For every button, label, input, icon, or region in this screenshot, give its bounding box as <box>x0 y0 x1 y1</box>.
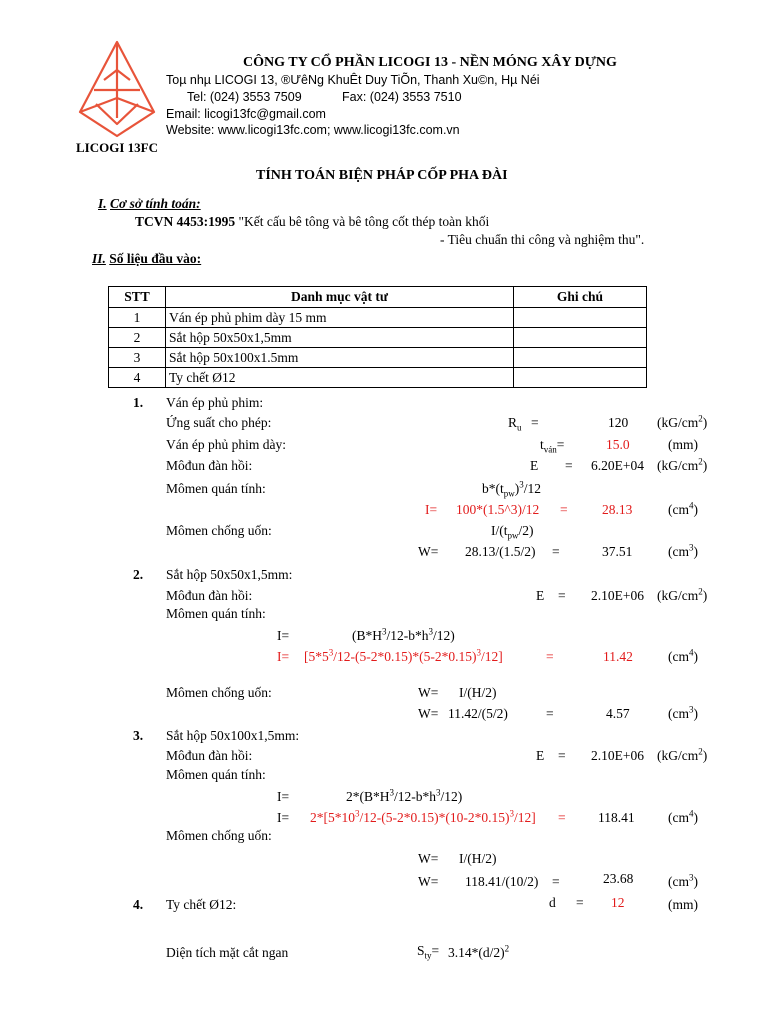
e-b: /12-(5-2*0.15)*(10-2*0.15) <box>359 810 510 825</box>
f-c: /12) <box>433 628 455 643</box>
standard-desc-2: - Tiêu chuẩn thi công và nghiệm thu". <box>440 232 645 247</box>
e-a: [5*5 <box>304 649 329 664</box>
section-modulus-label: Mômen chống uốn: <box>166 523 272 538</box>
ru-symbol <box>508 415 522 431</box>
unit-close: ) <box>693 706 698 721</box>
company-tel: Tel: (024) 3553 7509 <box>187 90 302 104</box>
s-sym: S <box>417 943 425 958</box>
inertia-formula <box>482 481 541 497</box>
w-formula: I/(H/2) <box>459 685 497 700</box>
w-sub: pw <box>507 530 519 541</box>
inertia-expression: 100*(1.5^3)/12 <box>456 502 540 517</box>
item-2-name: Sắt hộp 50x50x1,5mm: <box>166 567 293 582</box>
w-value: 37.51 <box>602 544 633 559</box>
unit-cm4 <box>668 502 698 518</box>
e-sup: 3 <box>355 808 360 819</box>
table-row <box>109 328 647 348</box>
section-modulus-formula <box>491 523 534 539</box>
table-header-row <box>109 287 647 308</box>
unit-text: (kG/cm <box>657 415 699 430</box>
unit-cm4 <box>668 649 698 665</box>
page-title: TÍNH TOÁN BIỆN PHÁP CỐP PHA ĐÀI <box>256 168 508 183</box>
thickness-label: Ván ép phủ phim dày: <box>166 437 286 452</box>
f-sup: 3 <box>389 787 394 798</box>
unit-close: ) <box>702 588 708 603</box>
inertia-eq: = <box>546 649 554 664</box>
w-eq: = <box>552 544 560 559</box>
t-symbol <box>540 437 564 453</box>
e-symbol: E <box>536 588 545 603</box>
unit-sup: 2 <box>698 413 703 424</box>
f-b: /12-b*h <box>386 628 429 643</box>
unit-kgcm2 <box>657 588 707 604</box>
f-text: b*(t <box>482 481 504 496</box>
unit-kgcm2 <box>657 415 707 431</box>
company-name: CÔNG TY CỔ PHẦN LICOGI 13 - NỀN MÓNG XÂY DỰNG <box>243 55 617 70</box>
inertia-symbol: I= <box>277 810 290 825</box>
company-fax: Fax: (024) 3553 7510 <box>342 90 462 104</box>
inertia-symbol: I= <box>277 649 290 664</box>
inertia-value: 118.41 <box>598 810 635 825</box>
unit-text: (cm <box>668 544 689 559</box>
cell-note <box>514 308 647 328</box>
e-a: 2*[5*10 <box>310 810 355 825</box>
cell-material: Sắt hộp 50x100x1.5mm <box>166 348 514 368</box>
item-1-name: Ván ép phủ phim: <box>166 395 264 410</box>
s-sub: ty <box>424 950 432 961</box>
logo-text: LICOGI 13FC <box>76 140 158 155</box>
item-3-num: 3. <box>133 728 144 743</box>
w-value: 4.57 <box>606 706 630 721</box>
e-c: /12] <box>513 810 536 825</box>
w-symbol: W= <box>418 851 439 866</box>
s-symbol <box>417 943 439 959</box>
unit-sup: 3 <box>689 872 694 883</box>
e-eq: = <box>565 458 573 473</box>
inertia-expression <box>304 649 503 665</box>
modulus-label: Môđun đàn hồi: <box>166 458 253 473</box>
cell-material: Ván ép phủ phim dày 15 mm <box>166 308 514 328</box>
inertia-value: 28.13 <box>602 502 633 517</box>
f-sup: 3 <box>436 787 441 798</box>
e-b: /12-(5-2*0.15)*(5-2*0.15) <box>333 649 477 664</box>
w-symbol: W= <box>418 544 439 559</box>
unit-close: ) <box>693 544 698 559</box>
d-eq: = <box>576 895 584 910</box>
e-sup: 3 <box>509 808 514 819</box>
unit-cm4 <box>668 810 698 826</box>
inertia-eq: = <box>560 502 568 517</box>
unit-text: (cm <box>668 649 689 664</box>
f-c: /12) <box>440 789 463 804</box>
item-2-num: 2. <box>133 567 144 582</box>
w-formula: I/(H/2) <box>459 851 497 866</box>
col-header-note: Ghi chú <box>514 287 647 308</box>
cell-material: Ty chết Ø12 <box>166 368 514 388</box>
standard-desc-1: "Kết cấu bê tông và bê tông cốt thép toàn khối <box>235 214 490 229</box>
unit-sup: 2 <box>698 456 703 467</box>
unit-close: ) <box>693 502 698 517</box>
unit-text: (kG/cm <box>657 458 699 473</box>
company-address: Toµ nhµ LICOGI 13, ®ƯêNg KhuÊt Duy TiÕn, Thanh Xu©n, Hµ Néi <box>166 73 540 87</box>
w-expression: 28.13/(1.5/2) <box>465 544 536 559</box>
modulus-label: Môđun đàn hồi: <box>166 588 253 603</box>
unit-sup: 3 <box>689 542 694 553</box>
section-1-num: I. <box>98 196 107 211</box>
col-header-stt: STT <box>109 287 166 308</box>
inertia-formula <box>346 789 462 805</box>
section-1-title: Cơ sở tính toán: <box>110 196 201 211</box>
unit-kgcm2 <box>657 748 707 764</box>
w-expression: 118.41/(10/2) <box>465 874 539 889</box>
unit-text: (cm <box>668 810 689 825</box>
company-email: Email: licogi13fc@gmail.com <box>166 107 326 121</box>
area-label: Diện tích mặt cắt ngan <box>166 945 289 960</box>
f-tail: ) <box>514 481 520 496</box>
unit-close: ) <box>702 415 708 430</box>
unit-sup: 4 <box>689 647 694 658</box>
unit-sup: 2 <box>698 746 703 757</box>
e-eq: = <box>558 588 566 603</box>
w-eq: = <box>552 874 560 889</box>
unit-mm: (mm) <box>668 897 698 912</box>
cell-stt: 1 <box>109 308 166 328</box>
inertia-symbol: I= <box>277 628 290 643</box>
unit-sup: 2 <box>698 586 703 597</box>
w-eq: = <box>546 706 554 721</box>
s-expr: 3.14*(d/2) <box>448 945 505 960</box>
inertia-symbol: I= <box>277 789 290 804</box>
s-sup: 2 <box>504 943 510 954</box>
unit-sup: 4 <box>689 808 694 819</box>
section-2-heading <box>92 251 201 267</box>
w-symbol: W= <box>418 685 439 700</box>
unit-kgcm2 <box>657 458 707 474</box>
unit-cm3 <box>668 874 698 890</box>
cell-note <box>514 368 647 388</box>
d-symbol: d <box>549 895 556 910</box>
e-sup: 3 <box>328 647 334 658</box>
e-symbol: E <box>530 458 539 473</box>
cell-stt: 2 <box>109 328 166 348</box>
inertia-label: Mômen quán tính: <box>166 606 266 621</box>
t-eq: = <box>556 437 565 452</box>
ru-sub: u <box>517 422 522 433</box>
cell-note <box>514 328 647 348</box>
f-sup: 3 <box>382 626 387 637</box>
standard-code: TCVN 4453:1995 <box>135 214 236 229</box>
unit-sup: 3 <box>689 704 694 715</box>
s-eq: = <box>431 943 440 958</box>
f-sub: pw <box>503 488 515 499</box>
cell-stt: 4 <box>109 368 166 388</box>
unit-close: ) <box>702 748 708 763</box>
t-sub: ván <box>543 444 557 455</box>
f-a: 2*(B*H <box>346 789 390 804</box>
inertia-eq: = <box>558 810 566 825</box>
cell-stt: 3 <box>109 348 166 368</box>
table-row <box>109 348 647 368</box>
item-4-num: 4. <box>133 897 144 912</box>
company-logo <box>74 40 160 140</box>
ru-sym: R <box>508 415 518 430</box>
w-tail: /2) <box>518 523 534 538</box>
s-expression <box>448 945 509 961</box>
unit-close: ) <box>693 810 698 825</box>
inertia-symbol: I= <box>425 502 438 517</box>
w-symbol: W= <box>418 874 439 889</box>
ru-value: 120 <box>608 415 629 430</box>
f-tail2: /12 <box>523 481 542 496</box>
f-a: (B*H <box>352 628 382 643</box>
standard-line-1 <box>135 214 489 230</box>
e-sup: 3 <box>476 647 481 658</box>
cell-note <box>514 348 647 368</box>
t-sym: t <box>540 437 544 452</box>
unit-close: ) <box>702 458 708 473</box>
item-4-name: Ty chết Ø12: <box>166 897 237 912</box>
item-3-name: Sắt hộp 50x100x1,5mm: <box>166 728 300 743</box>
inertia-label: Mômen quán tính: <box>166 481 266 496</box>
unit-close: ) <box>693 649 698 664</box>
w-expression: 11.42/(5/2) <box>448 706 508 721</box>
item-1-num: 1. <box>133 395 144 410</box>
table-row <box>109 368 647 388</box>
unit-text: (cm <box>668 706 689 721</box>
w-value: 23.68 <box>603 871 634 886</box>
w-symbol: W= <box>418 706 439 721</box>
materials-table <box>108 286 647 388</box>
e-value: 2.10E+06 <box>591 588 644 603</box>
e-symbol: E <box>536 748 545 763</box>
unit-text: (kG/cm <box>657 588 699 603</box>
e-value: 2.10E+06 <box>591 748 644 763</box>
thickness-value: 15.0 <box>606 437 630 452</box>
unit-text: (kG/cm <box>657 748 699 763</box>
modulus-label: Môđun đàn hồi: <box>166 748 253 763</box>
f-b: /12-b*h <box>394 789 436 804</box>
e-value: 6.20E+04 <box>591 458 644 473</box>
f-sup: 3 <box>428 626 433 637</box>
col-header-material: Danh mục vật tư <box>166 287 514 308</box>
unit-text: (cm <box>668 502 689 517</box>
inertia-label: Mômen quán tính: <box>166 767 266 782</box>
allowable-stress-label: Ứng suất cho phép: <box>166 415 272 430</box>
unit-close: ) <box>693 874 698 889</box>
table-row <box>109 308 647 328</box>
e-eq: = <box>558 748 566 763</box>
section-2-num: II. <box>92 251 106 266</box>
unit-sup: 4 <box>689 500 694 511</box>
section-2-title: Số liệu đầu vào: <box>109 251 202 266</box>
inertia-value: 11.42 <box>603 649 633 664</box>
inertia-formula <box>352 628 455 644</box>
section-modulus-label: Mômen chống uốn: <box>166 828 272 843</box>
unit-cm3 <box>668 706 698 722</box>
d-value: 12 <box>611 895 625 910</box>
f-sup: 3 <box>519 479 524 490</box>
e-c: /12] <box>480 649 503 664</box>
ru-eq: = <box>531 415 539 430</box>
inertia-expression <box>310 810 536 826</box>
section-1-heading <box>98 196 201 212</box>
cell-material: Sắt hộp 50x50x1,5mm <box>166 328 514 348</box>
section-modulus-label: Mômen chống uốn: <box>166 685 272 700</box>
unit-text: (cm <box>668 874 689 889</box>
w-text: I/(t <box>491 523 508 538</box>
company-website: Website: www.licogi13fc.com; www.licogi13fc.com.vn <box>166 123 460 137</box>
unit-mm: (mm) <box>668 437 698 452</box>
unit-cm3 <box>668 544 698 560</box>
